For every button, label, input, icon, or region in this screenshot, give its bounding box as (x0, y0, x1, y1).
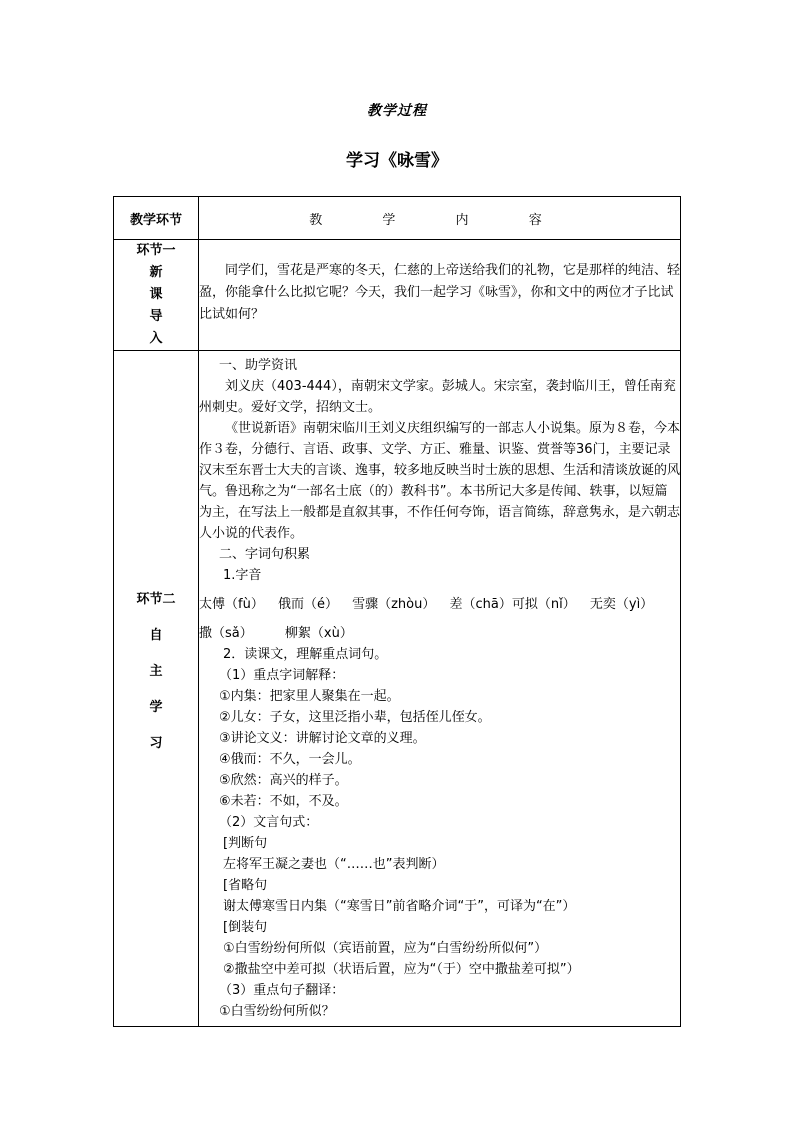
section-2-content (199, 351, 681, 1027)
pinyin-item: 俄而（é） (277, 597, 338, 612)
section-1-label-top: 环节一 (136, 243, 176, 258)
section-1-label-char: 入 (149, 331, 163, 346)
word-note: ⑥未若：不如，不及。 (219, 794, 348, 809)
pinyin-item: 无奕（yì） (589, 597, 654, 612)
table-header-row (114, 197, 681, 240)
pattern-example: 左将军王凝之妻也（“……也”表判断） (223, 857, 445, 872)
pinyin-item: 柳絮（xù） (284, 626, 353, 641)
section-row-1 (114, 240, 681, 351)
section-2-label-char: 学 (149, 700, 163, 715)
page-title: 学习《咏雪》 (346, 151, 448, 171)
section-1-label-char: 导 (149, 309, 163, 324)
pinyin-row (199, 623, 680, 644)
section-1-text: 同学们，雪花是严寒的冬天，仁慈的上帝送给我们的礼物，它是那样的纯洁、轻盈，你能拿什么比拟它呢？今天，我们一起学习《咏雪》，你和文中的两位才子比试比试如何？ (199, 263, 681, 322)
section-1-content (199, 240, 681, 351)
pattern-example: ②撒盐空中差可拟（状语后置，应为“（于）空中撒盐差可拟”） (223, 962, 580, 977)
pinyin-item: 太傅（fù） (199, 597, 264, 612)
page-header: 教学过程 (367, 103, 427, 119)
section-1-label-char: 新 (149, 265, 163, 280)
lesson-table (113, 196, 681, 1027)
section-2-label (114, 351, 199, 1027)
pinyin-item: 雪骤（zhòu） (352, 597, 436, 612)
para-author: 刘义庆（403-444），南朝宋文学家。彭城人。宋宗室，袭封临川王，曾任南兖州刺史。爱好文学，招纳文士。 (199, 379, 676, 415)
section-2-label-char: 主 (149, 664, 163, 679)
word-note: ⑤欣然：高兴的样子。 (219, 773, 348, 788)
section-2-label-top: 环节二 (136, 592, 176, 607)
pinyin-item: 差（chā）可拟（nǐ） (449, 597, 576, 612)
section-2-label-char: 自 (149, 628, 163, 643)
heading-sentence-patterns: （2）文言句式： (219, 815, 319, 830)
word-note: ④俄而：不久，一会儿。 (219, 752, 361, 767)
heading-word-notes: （1）重点字词解释： (219, 668, 345, 683)
section-row-2 (114, 351, 681, 1027)
pinyin-item: 撒（sǎ） (199, 626, 253, 641)
section-1-label-char: 课 (149, 287, 163, 302)
pattern-example: 谢太傅寒雪日内集（“寒雪日”前省略介词“于”，可译为“在”） (223, 899, 576, 914)
pinyin-row (199, 594, 680, 615)
word-note: ③讲论文义：讲解讨论文章的义理。 (219, 731, 426, 746)
pattern-tag: [判断句 (223, 836, 268, 851)
pattern-example: ①白雪纷纷何所似（宾语前置，应为“白雪纷纷所似何”） (223, 941, 548, 956)
para-book: 《世说新语》南朝宋临川王刘义庆组织编写的一部志人小说集。原为８卷，今本作３卷，分德行、言语、政事、文学、方正、雅量、识鉴、赏誉等36门，主要记录汉末至东晋士大夫的言谈、逸事，较多地反映当时士族的思想、生活和清谈放诞的风气。鲁迅称之为“一部名士底（的）教科书”。本书所记大多是传闻、轶事，以短篇为主，在写法上一般都是直叙其事，不作任何夸饰，语言简练，辞意隽永，是六朝志人小说的代表作。 (199, 421, 681, 541)
section-1-label (114, 240, 199, 351)
section-2-label-char: 习 (149, 736, 163, 751)
heading-translation: （3）重点句子翻译： (219, 983, 345, 998)
heading-reading: 2．读课文，理解重点词句。 (223, 647, 388, 662)
header-cell-stage: 教学环节 (114, 197, 199, 240)
header-cell-content: 教 学 内 容 (199, 197, 681, 240)
pattern-tag: [省略句 (223, 878, 268, 893)
heading-pronunciation: 1.字音 (223, 568, 262, 583)
word-note: ①内集：把家里人聚集在一起。 (219, 689, 400, 704)
word-note: ②儿女：子女，这里泛指小辈，包括侄儿侄女。 (219, 710, 491, 725)
heading-info: 一、助学资讯 (219, 358, 298, 373)
heading-vocab: 二、字词句积累 (219, 547, 311, 562)
translation-item: ①白雪纷纷何所似？ (219, 1004, 335, 1019)
pattern-tag: [倒装句 (223, 920, 268, 935)
